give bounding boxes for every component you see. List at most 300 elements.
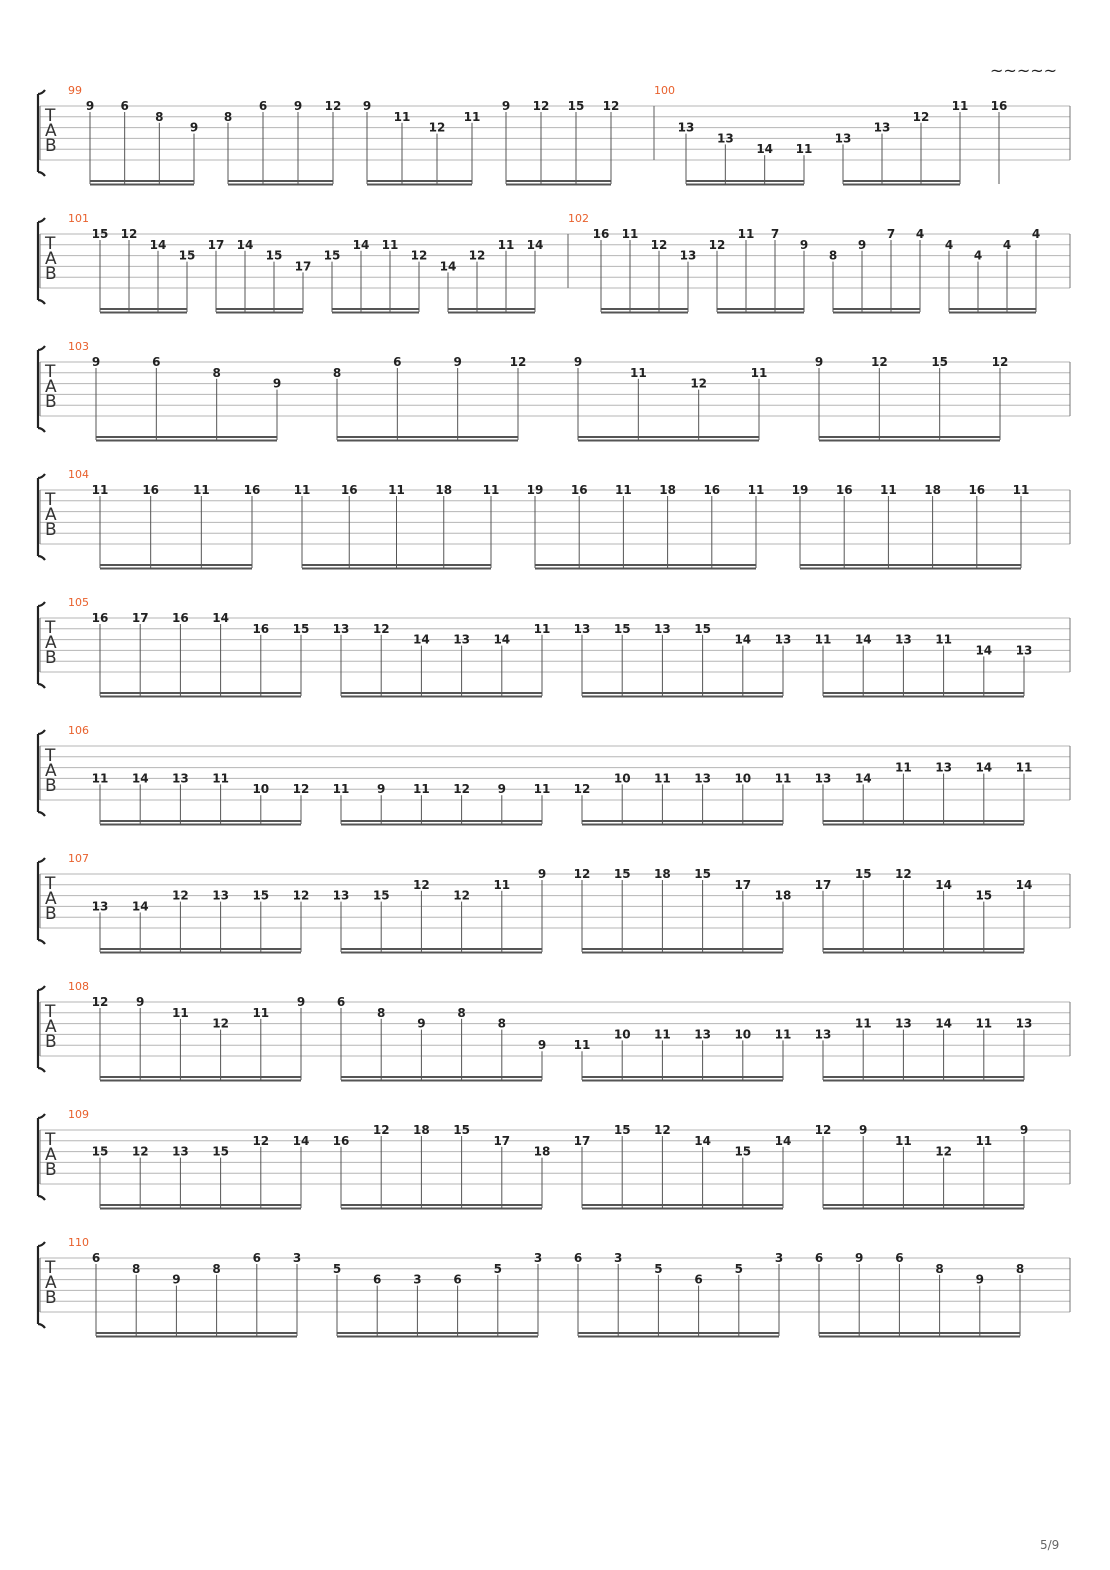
fret-number: 11 (497, 237, 515, 252)
measure-number: 108 (68, 980, 89, 993)
beam (601, 308, 688, 310)
tab-letter-b: B (45, 1160, 57, 1180)
beam (341, 824, 542, 826)
system-bracket (38, 474, 45, 560)
fret-number: 11 (212, 771, 229, 786)
tab-system-2 (38, 212, 1070, 314)
beam (228, 184, 333, 186)
fret-number: 15 (931, 355, 949, 369)
system-bracket (38, 858, 45, 944)
fret-number: 18 (659, 483, 676, 497)
beam (833, 312, 920, 314)
fret-number: 14 (774, 1133, 792, 1148)
tab-letter-b: B (45, 776, 57, 796)
fret-number: 15 (372, 888, 390, 903)
beam (506, 184, 611, 186)
beam (717, 312, 804, 314)
fret-number: 8 (132, 1261, 141, 1276)
fret-number: 11 (750, 365, 768, 380)
beam (96, 440, 277, 442)
fret-number: 15 (613, 1123, 631, 1137)
beam (823, 1208, 1024, 1210)
fret-number: 9 (172, 1272, 181, 1287)
fret-number: 6 (814, 1251, 824, 1265)
beam (341, 1208, 542, 1210)
fret-number: 11 (895, 1133, 912, 1148)
fret-number: 9 (537, 1038, 547, 1053)
fret-number: 14 (439, 259, 457, 274)
fret-number: 11 (252, 1005, 270, 1020)
beam (337, 440, 518, 442)
fret-number: 11 (192, 483, 210, 497)
beam (448, 308, 535, 310)
fret-number: 6 (91, 1251, 101, 1265)
fret-number: 15 (91, 1144, 109, 1159)
fret-number: 9 (501, 99, 511, 113)
fret-number: 16 (968, 483, 986, 497)
beam (823, 692, 1024, 694)
beam (96, 436, 277, 438)
fret-number: 13 (573, 621, 591, 636)
tab-system-6 (38, 724, 1070, 826)
fret-number: 14 (526, 237, 544, 252)
fret-number: 15 (613, 621, 631, 636)
beam (843, 180, 960, 182)
fret-number: 6 (573, 1251, 583, 1265)
tab-letter-a: A (45, 1017, 57, 1037)
fret-number: 10 (734, 771, 752, 786)
measure-number: 104 (68, 468, 89, 481)
fret-number: 12 (602, 99, 620, 113)
fret-number: 13 (453, 632, 470, 647)
fret-number: 16 (990, 99, 1008, 113)
fret-number: 12 (532, 99, 550, 113)
fret-number: 5 (734, 1261, 743, 1276)
tab-letter-a: A (45, 1145, 57, 1165)
page-number: 5/9 (1040, 1538, 1060, 1552)
beam (578, 440, 759, 442)
beam (843, 184, 960, 186)
beam (819, 1332, 1020, 1334)
measure-number: 100 (654, 84, 675, 97)
fret-number: 16 (332, 1133, 350, 1148)
fret-number: 12 (453, 782, 470, 797)
tab-system-10 (38, 1236, 1070, 1338)
tab-letter-a: A (45, 633, 57, 653)
fret-number: 9 (857, 237, 867, 252)
fret-number: 12 (708, 237, 726, 252)
fret-number: 13 (716, 131, 734, 146)
fret-number: 13 (172, 1144, 189, 1159)
measure-number: 109 (68, 1108, 89, 1121)
tab-letter-t: T (45, 618, 56, 638)
tab-letter-a: A (45, 889, 57, 909)
fret-number: 9 (975, 1272, 984, 1287)
fret-number: 3 (533, 1251, 543, 1265)
beam (90, 180, 194, 182)
beam (302, 564, 491, 566)
fret-number: 17 (814, 877, 832, 892)
fret-number: 12 (292, 888, 310, 903)
tab-letter-b: B (45, 136, 57, 156)
fret-number: 12 (650, 237, 668, 252)
beam (367, 180, 472, 182)
tab-letter-t: T (45, 1002, 56, 1022)
fret-number: 12 (870, 355, 888, 369)
fret-number: 16 (172, 611, 189, 625)
fret-number: 12 (814, 1123, 832, 1137)
beam (582, 824, 783, 826)
fret-number: 4 (944, 237, 954, 252)
tab-letter-t: T (45, 234, 56, 254)
fret-number: 14 (212, 611, 229, 625)
fret-number: 18 (413, 1123, 430, 1137)
beam (341, 1076, 542, 1078)
fret-number: 8 (497, 1016, 506, 1031)
fret-number: 6 (120, 99, 129, 113)
fret-number: 10 (734, 1027, 752, 1042)
fret-number: 11 (774, 771, 792, 786)
tab-letter-t: T (45, 1130, 56, 1150)
fret-number: 11 (880, 483, 897, 497)
tab-letter-t: T (45, 362, 56, 382)
fret-number: 18 (924, 483, 941, 497)
fret-number: 14 (131, 899, 149, 914)
beam (823, 952, 1024, 954)
fret-number: 12 (131, 1144, 149, 1159)
tab-system-4 (38, 468, 1070, 570)
fret-number: 11 (381, 237, 399, 252)
fret-number: 14 (975, 760, 993, 775)
fret-number: 15 (734, 1144, 752, 1159)
fret-number: 15 (91, 227, 109, 241)
fret-number: 13 (1015, 643, 1033, 658)
fret-number: 15 (694, 867, 711, 881)
fret-number: 12 (252, 1133, 270, 1148)
fret-number: 9 (91, 355, 101, 369)
fret-number: 13 (895, 1016, 912, 1031)
beam (448, 312, 535, 314)
beam (100, 308, 187, 310)
fret-number: 10 (613, 771, 631, 786)
tab-letter-t: T (45, 1258, 56, 1278)
tab-system-3 (38, 340, 1070, 442)
fret-number: 15 (453, 1123, 470, 1137)
fret-number: 12 (509, 355, 527, 369)
fret-number: 11 (393, 109, 411, 124)
beam (96, 1336, 297, 1338)
beam (332, 308, 419, 310)
beam (582, 820, 783, 822)
fret-number: 6 (694, 1272, 703, 1287)
fret-number: 13 (677, 120, 695, 135)
fret-number: 15 (854, 867, 872, 881)
fret-number: 11 (332, 782, 350, 797)
fret-number: 6 (258, 99, 268, 113)
fret-number: 11 (413, 782, 430, 797)
beam (819, 1336, 1020, 1338)
fret-number: 14 (694, 1133, 711, 1148)
fret-number: 11 (573, 1038, 591, 1053)
tab-letter-a: A (45, 377, 57, 397)
fret-number: 15 (613, 867, 631, 881)
fret-number: 6 (373, 1272, 382, 1287)
fret-number: 12 (324, 99, 342, 113)
fret-number: 13 (172, 771, 189, 786)
tab-system-1 (38, 84, 1070, 186)
fret-number: 18 (533, 1144, 551, 1159)
beam (90, 184, 194, 186)
fret-number: 13 (654, 621, 671, 636)
fret-number: 15 (567, 99, 585, 113)
beam (823, 820, 1024, 822)
fret-number: 14 (854, 632, 872, 647)
fret-number: 3 (413, 1272, 422, 1287)
measure-number: 106 (68, 724, 89, 737)
fret-number: 14 (493, 632, 511, 647)
beam (100, 948, 301, 950)
fret-number: 10 (252, 782, 270, 797)
fret-number: 11 (533, 621, 551, 636)
fret-number: 8 (457, 1005, 466, 1020)
fret-number: 13 (935, 760, 952, 775)
fret-number: 14 (413, 632, 430, 647)
tab-letter-t: T (45, 746, 56, 766)
system-bracket (38, 602, 45, 688)
beam (302, 568, 491, 570)
tab-letter-a: A (45, 249, 57, 269)
beam (823, 1080, 1024, 1082)
fret-number: 14 (1015, 877, 1033, 892)
fret-number: 9 (136, 995, 145, 1009)
fret-number: 13 (834, 131, 852, 146)
fret-number: 11 (747, 483, 765, 497)
fret-number: 6 (895, 1251, 904, 1265)
fret-number: 11 (654, 771, 671, 786)
beam (367, 184, 472, 186)
fret-number: 9 (855, 1251, 864, 1265)
fret-number: 16 (252, 621, 270, 636)
beam (96, 1332, 297, 1334)
beam (100, 692, 301, 694)
beam (332, 312, 419, 314)
beam (100, 952, 301, 954)
tab-letter-b: B (45, 264, 57, 284)
fret-number: 11 (795, 142, 813, 157)
fret-number: 8 (828, 248, 838, 263)
beam (717, 308, 804, 310)
fret-number: 11 (463, 109, 481, 124)
fret-number: 6 (152, 355, 161, 369)
fret-number: 9 (1019, 1123, 1029, 1137)
tab-letter-a: A (45, 505, 57, 525)
beam (100, 824, 301, 826)
beam (819, 440, 1000, 442)
fret-number: 18 (435, 483, 453, 497)
beam (582, 948, 783, 950)
fret-number: 12 (573, 782, 591, 797)
beam (582, 692, 783, 694)
fret-number: 7 (886, 227, 896, 241)
fret-number: 3 (774, 1251, 784, 1265)
fret-number: 11 (91, 483, 109, 497)
fret-number: 17 (734, 877, 752, 892)
fret-number: 8 (155, 109, 164, 124)
tab-letter-b: B (45, 1288, 57, 1308)
fret-number: 13 (873, 120, 891, 135)
system-bracket (38, 986, 45, 1072)
beam (535, 564, 756, 566)
fret-number: 8 (223, 109, 233, 124)
beam (686, 184, 804, 186)
tab-letter-t: T (45, 490, 56, 510)
beam (341, 948, 542, 950)
tab-letter-b: B (45, 520, 57, 540)
fret-number: 15 (212, 1144, 229, 1159)
tab-letter-a: A (45, 1273, 57, 1293)
vibrato-mark: ~~~~~ (990, 61, 1058, 80)
beam (100, 696, 301, 698)
tab-letter-t: T (45, 106, 56, 126)
fret-number: 9 (417, 1016, 426, 1031)
beam (582, 696, 783, 698)
fret-number: 12 (372, 1123, 390, 1137)
fret-number: 10 (613, 1027, 631, 1042)
fret-number: 9 (85, 99, 95, 113)
fret-number: 16 (340, 483, 358, 497)
fret-number: 14 (935, 877, 952, 892)
tab-letter-a: A (45, 761, 57, 781)
fret-number: 12 (91, 995, 109, 1009)
measure-number: 99 (68, 84, 82, 97)
fret-number: 12 (428, 120, 446, 135)
beam (578, 1336, 779, 1338)
beam (823, 824, 1024, 826)
fret-number: 6 (453, 1272, 462, 1287)
fret-number: 11 (621, 227, 639, 241)
fret-number: 13 (694, 1027, 711, 1042)
fret-number: 11 (493, 877, 511, 892)
fret-number: 6 (393, 355, 402, 369)
beam (100, 1204, 301, 1206)
fret-number: 14 (149, 237, 167, 252)
fret-number: 12 (410, 248, 428, 263)
fret-number: 16 (243, 483, 261, 497)
beam (686, 180, 804, 182)
fret-number: 15 (292, 621, 310, 636)
fret-number: 3 (292, 1251, 302, 1265)
fret-number: 5 (493, 1261, 502, 1276)
beam (823, 948, 1024, 950)
fret-number: 13 (895, 632, 912, 647)
fret-number: 12 (212, 1016, 229, 1031)
beam (833, 308, 920, 310)
fret-number: 8 (212, 365, 221, 380)
fret-number: 11 (951, 99, 969, 113)
fret-number: 17 (294, 259, 312, 274)
tab-letter-b: B (45, 904, 57, 924)
fret-number: 13 (774, 632, 792, 647)
fret-number: 5 (654, 1261, 663, 1276)
fret-number: 11 (854, 1016, 872, 1031)
fret-number: 11 (1012, 483, 1030, 497)
fret-number: 11 (654, 1027, 671, 1042)
fret-number: 12 (372, 621, 390, 636)
beam (949, 308, 1036, 310)
beam (823, 1076, 1024, 1078)
beam (100, 1076, 301, 1078)
beam (216, 308, 303, 310)
fret-number: 9 (814, 355, 824, 369)
fret-number: 13 (91, 899, 109, 914)
fret-number: 16 (142, 483, 160, 497)
system-bracket (38, 90, 45, 176)
fret-number: 14 (236, 237, 254, 252)
measure-number: 101 (68, 212, 89, 225)
fret-number: 11 (91, 771, 109, 786)
fret-number: 16 (570, 483, 588, 497)
beam (341, 1204, 542, 1206)
fret-number: 11 (629, 365, 647, 380)
fret-number: 13 (814, 1027, 832, 1042)
fret-number: 16 (91, 611, 109, 625)
beam (578, 436, 759, 438)
fret-number: 11 (975, 1016, 993, 1031)
fret-number: 9 (296, 995, 306, 1009)
fret-number: 15 (694, 621, 711, 636)
fret-number: 12 (991, 355, 1009, 369)
fret-number: 11 (482, 483, 500, 497)
fret-number: 11 (737, 227, 755, 241)
fret-number: 12 (573, 867, 591, 881)
fret-number: 12 (895, 867, 912, 881)
fret-number: 17 (131, 611, 149, 625)
beam (341, 1080, 542, 1082)
fret-number: 12 (912, 109, 930, 124)
fret-number: 13 (694, 771, 711, 786)
fret-number: 9 (537, 867, 547, 881)
tab-system-5 (38, 596, 1070, 698)
fret-number: 3 (614, 1251, 623, 1265)
fret-number: 18 (774, 888, 792, 903)
fret-number: 11 (172, 1005, 189, 1020)
fret-number: 11 (293, 483, 311, 497)
fret-number: 12 (935, 1144, 952, 1159)
beam (582, 1076, 783, 1078)
fret-number: 8 (1015, 1261, 1025, 1276)
fret-number: 15 (975, 888, 993, 903)
fret-number: 9 (573, 355, 583, 369)
fret-number: 14 (292, 1133, 310, 1148)
fret-number: 13 (212, 888, 229, 903)
beam (800, 564, 1021, 566)
beam (100, 1208, 301, 1210)
fret-number: 16 (703, 483, 721, 497)
fret-number: 9 (859, 1123, 868, 1137)
fret-number: 14 (935, 1016, 952, 1031)
fret-number: 11 (895, 760, 912, 775)
beam (819, 436, 1000, 438)
fret-number: 9 (272, 376, 282, 391)
beam (100, 312, 187, 314)
beam (582, 1204, 783, 1206)
fret-number: 17 (573, 1133, 591, 1148)
fret-number: 4 (973, 248, 983, 263)
fret-number: 8 (377, 1005, 386, 1020)
fret-number: 15 (323, 248, 341, 263)
system-bracket (38, 218, 45, 304)
beam (216, 312, 303, 314)
